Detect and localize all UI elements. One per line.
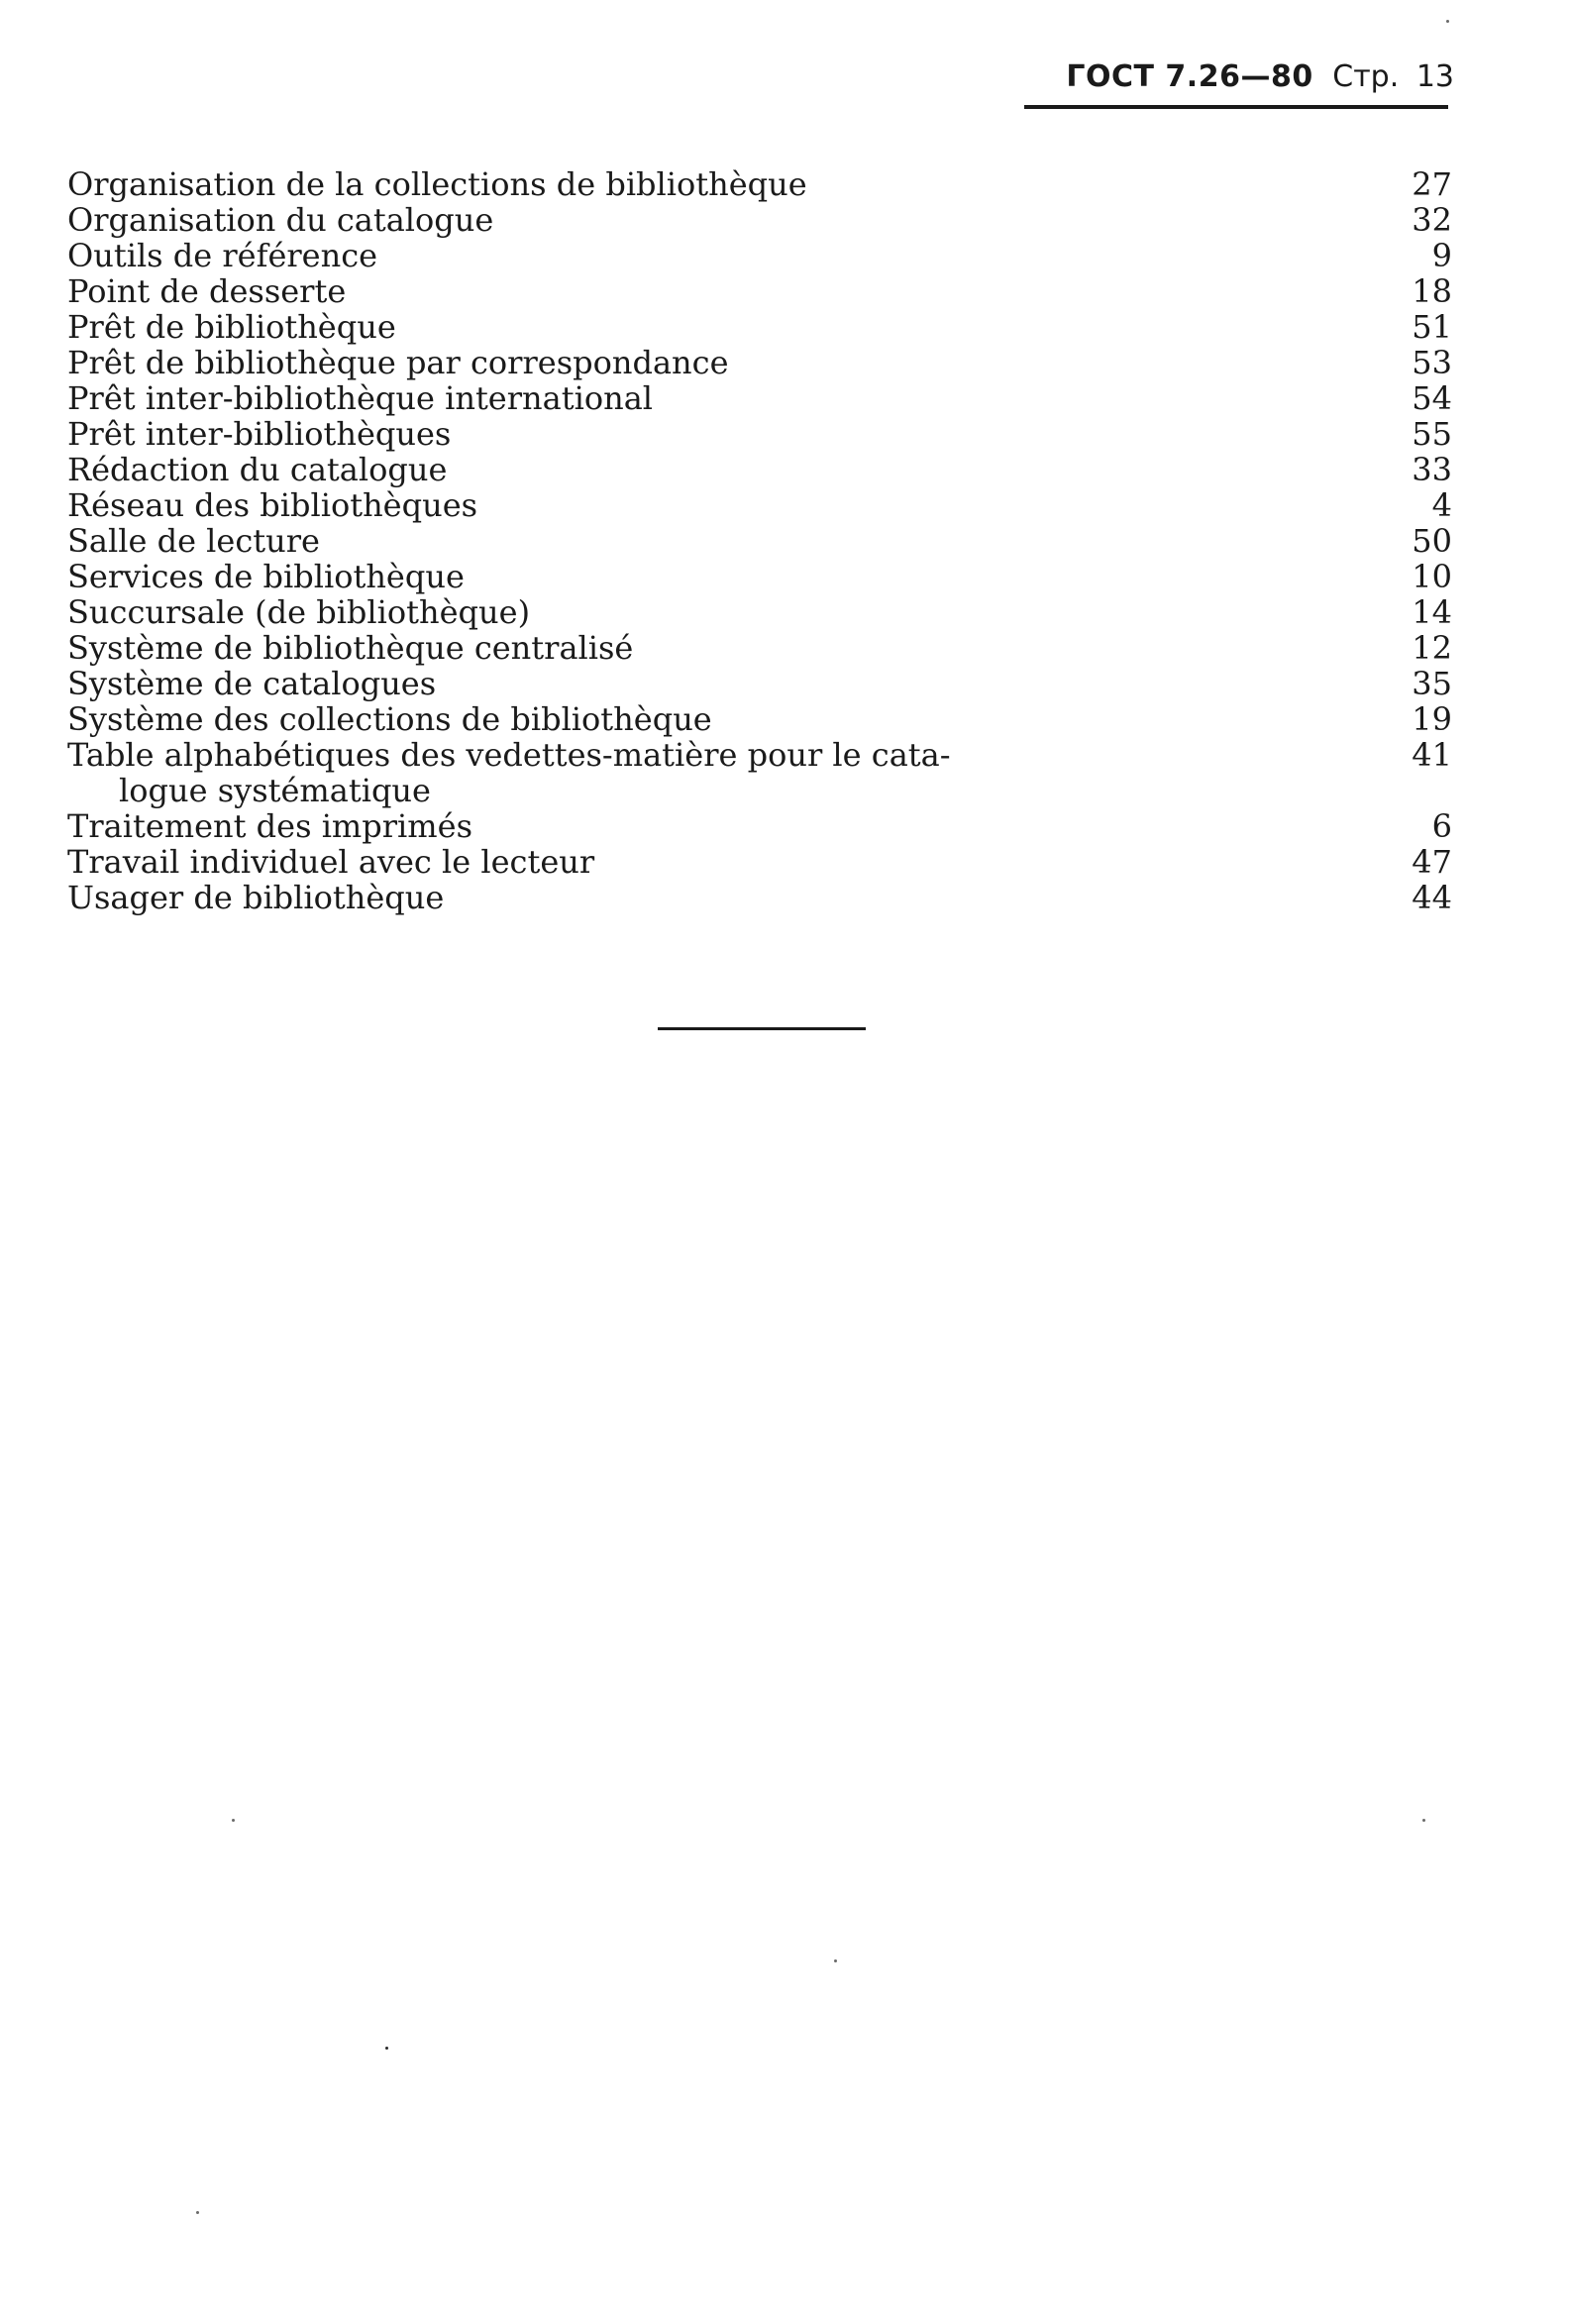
index-entry bbox=[67, 666, 1454, 701]
scan-speck bbox=[196, 2211, 199, 2214]
index-page-ref: 47 bbox=[1412, 843, 1452, 881]
index-term: Services de bibliothèque bbox=[67, 558, 465, 595]
index-entry bbox=[67, 559, 1454, 594]
index-entry bbox=[67, 202, 1454, 238]
index-entry bbox=[67, 166, 1454, 202]
index-page-ref: 44 bbox=[1412, 879, 1452, 916]
index-page-ref: 4 bbox=[1431, 486, 1452, 524]
standard-designation: ГОСТ 7.26—80 bbox=[1066, 59, 1313, 94]
index-term bbox=[67, 737, 959, 808]
index-term: Point de desserte bbox=[67, 272, 347, 310]
scan-speck bbox=[1446, 20, 1449, 23]
page-label: Стр. bbox=[1332, 59, 1400, 94]
index-term: Organisation du catalogue bbox=[67, 201, 494, 239]
index-term: Rédaction du catalogue bbox=[67, 451, 448, 488]
scan-speck bbox=[232, 1819, 235, 1822]
index-page-ref: 35 bbox=[1412, 665, 1452, 702]
index-term: Traitement des imprimés bbox=[67, 807, 472, 845]
index-page-ref: 33 bbox=[1412, 451, 1452, 488]
index-term-continuation: logue systématique bbox=[119, 772, 431, 809]
index-page-ref: 9 bbox=[1431, 237, 1452, 274]
index-page-ref: 27 bbox=[1412, 165, 1452, 203]
index-entry bbox=[67, 737, 1454, 808]
index-entry bbox=[67, 273, 1454, 309]
index-entry bbox=[67, 523, 1454, 559]
header-rule bbox=[1024, 105, 1448, 109]
index-entry bbox=[67, 880, 1454, 915]
index-entry bbox=[67, 844, 1454, 880]
index-term: Travail individuel avec le lecteur bbox=[67, 843, 595, 881]
index-term: Organisation de la collections de bibliothèque bbox=[67, 165, 807, 203]
index-term: Succursale (de bibliothèque) bbox=[67, 593, 531, 631]
scan-speck bbox=[1422, 1819, 1425, 1822]
index-entry bbox=[67, 238, 1454, 273]
index-page-ref: 6 bbox=[1431, 807, 1452, 845]
index-page-ref: 51 bbox=[1412, 308, 1452, 346]
index-page-ref: 53 bbox=[1412, 344, 1452, 381]
index-page-ref: 41 bbox=[1412, 736, 1452, 774]
index-term: Prêt inter-bibliothèques bbox=[67, 415, 452, 453]
index-page-ref: 18 bbox=[1412, 272, 1452, 310]
index-entry bbox=[67, 594, 1454, 630]
index-entry bbox=[67, 380, 1454, 416]
index-page-ref: 19 bbox=[1412, 700, 1452, 738]
index-entry bbox=[67, 345, 1454, 380]
index-page-ref: 50 bbox=[1412, 522, 1452, 560]
index-term: Système de bibliothèque centralisé bbox=[67, 629, 634, 667]
index-term: Système des collections de bibliothèque bbox=[67, 700, 712, 738]
index-term: Prêt de bibliothèque par correspondance bbox=[67, 344, 729, 381]
index-entry bbox=[67, 416, 1454, 452]
index-term: Usager de bibliothèque bbox=[67, 879, 445, 916]
index-page-ref: 54 bbox=[1412, 379, 1452, 417]
index-term: Prêt inter-bibliothèque international bbox=[67, 379, 653, 417]
index-page-ref: 14 bbox=[1412, 593, 1452, 631]
end-of-section-rule bbox=[658, 1027, 866, 1030]
index-entry bbox=[67, 701, 1454, 737]
index-term: Prêt de bibliothèque bbox=[67, 308, 396, 346]
term-index bbox=[67, 166, 1454, 915]
index-entry bbox=[67, 808, 1454, 844]
index-entry bbox=[67, 452, 1454, 487]
scan-speck bbox=[385, 2047, 388, 2050]
index-page-ref: 12 bbox=[1412, 629, 1452, 667]
scan-speck bbox=[834, 1959, 837, 1962]
index-page-ref: 55 bbox=[1412, 415, 1452, 453]
index-term: Outils de référence bbox=[67, 237, 378, 274]
index-entry bbox=[67, 309, 1454, 345]
running-header bbox=[1066, 57, 1454, 97]
index-entry bbox=[67, 630, 1454, 666]
index-page-ref: 32 bbox=[1412, 201, 1452, 239]
index-term: Salle de lecture bbox=[67, 522, 320, 560]
index-term: Système de catalogues bbox=[67, 665, 437, 702]
index-page-ref: 10 bbox=[1412, 558, 1452, 595]
index-term: Réseau des bibliothèques bbox=[67, 486, 478, 524]
index-entry bbox=[67, 487, 1454, 523]
page-number: 13 bbox=[1415, 59, 1454, 94]
index-term-line: Table alphabétiques des vedettes-matière pour le cata- bbox=[67, 736, 951, 774]
